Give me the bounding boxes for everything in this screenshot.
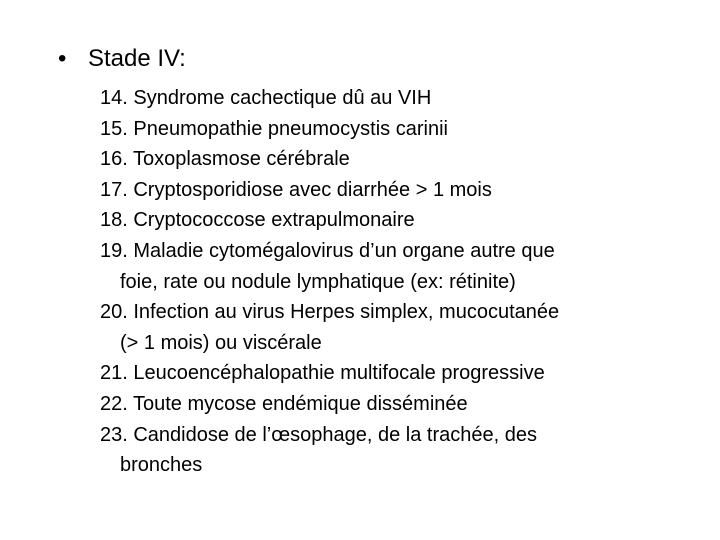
stage-list — [100, 83, 700, 481]
item-line: 22. Toute mycose endémique disséminée — [100, 392, 468, 415]
list-item — [100, 297, 700, 358]
item-line: 17. Cryptosporidiose avec diarrhée > 1 mois — [100, 178, 492, 201]
item-line: 19. Maladie cytomégalovirus d’un organe autre que — [100, 239, 555, 262]
list-item — [100, 358, 700, 389]
bullet-icon: • — [58, 45, 67, 72]
list-item — [100, 144, 700, 175]
list-item — [100, 420, 700, 481]
list-item — [100, 175, 700, 206]
list-item — [100, 236, 700, 297]
list-item — [100, 389, 700, 420]
item-line: 16. Toxoplasmose cérébrale — [100, 148, 350, 171]
item-line: 20. Infection au virus Herpes simplex, mucocutanée — [100, 301, 560, 324]
item-line: 21. Leucoencéphalopathie multifocale progressive — [100, 362, 545, 385]
item-line: 23. Candidose de l’œsophage, de la trachée, des — [100, 423, 537, 446]
list-item — [100, 205, 700, 236]
item-line: 14. Syndrome cachectique dû au VIH — [100, 87, 432, 109]
item-line: 18. Cryptococcose extrapulmonaire — [100, 209, 415, 232]
item-line: 15. Pneumopathie pneumocystis carinii — [100, 117, 448, 140]
heading-text: Stade IV: — [88, 45, 186, 72]
item-line-continuation: (> 1 mois) ou viscérale — [120, 331, 322, 354]
list-item — [100, 83, 700, 114]
item-line-continuation: bronches — [120, 454, 203, 477]
slide-heading — [58, 44, 186, 74]
list-item — [100, 114, 700, 145]
item-line-continuation: foie, rate ou nodule lymphatique (ex: rétinite) — [120, 270, 516, 293]
